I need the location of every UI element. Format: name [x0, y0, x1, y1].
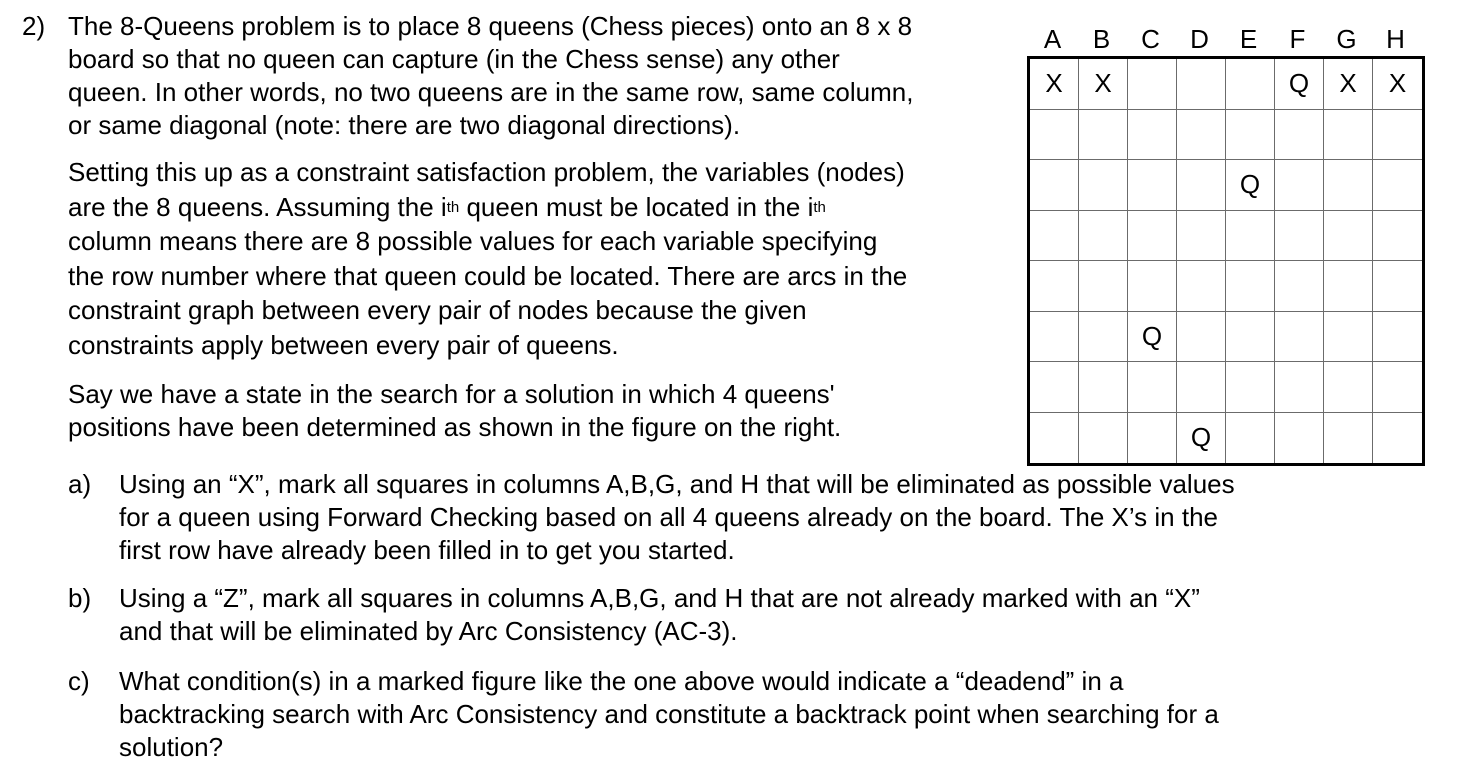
- board-cell-f6: [1275, 312, 1324, 363]
- board-cell-c2: [1128, 110, 1177, 161]
- board-cell-a7: [1030, 362, 1079, 413]
- superscript-th: th: [446, 198, 460, 216]
- question-number: 2): [22, 11, 46, 41]
- board-cell-f1: Q: [1275, 59, 1324, 110]
- board-cell-h7: [1373, 362, 1422, 413]
- board-cell-b8: [1079, 413, 1128, 464]
- sub-question-line: and that will be eliminated by Arc Consistency (AC-3).: [119, 616, 738, 646]
- board-cell-b6: [1079, 312, 1128, 363]
- board-cell-g7: [1324, 362, 1373, 413]
- board-cell-a3: [1030, 160, 1079, 211]
- board-cell-f2: [1275, 110, 1324, 161]
- column-label: E: [1239, 24, 1258, 54]
- csp-text: queen must be located in the i: [459, 191, 814, 222]
- board-cell-h8: [1373, 413, 1422, 464]
- board-cell-h2: [1373, 110, 1422, 161]
- sub-question-label: b): [68, 583, 92, 613]
- board-cell-g5: [1324, 261, 1373, 312]
- column-label: C: [1141, 24, 1160, 54]
- sub-question-label: a): [68, 469, 92, 499]
- sub-question-line: What condition(s) in a marked figure like the one above would indicate a “deadend” in a: [119, 666, 1124, 696]
- board-cell-c6: Q: [1128, 312, 1177, 363]
- sub-question-label: c): [68, 666, 90, 696]
- board-cell-f7: [1275, 362, 1324, 413]
- state-line: Say we have a state in the search for a solution in which 4 queens': [68, 379, 835, 409]
- board-cell-d1: [1177, 59, 1226, 110]
- board-cell-e8: [1226, 413, 1275, 464]
- csp-line-with-superscripts: [68, 190, 907, 225]
- board-cell-c3: [1128, 160, 1177, 211]
- board-cell-c4: [1128, 211, 1177, 262]
- board-cell-h6: [1373, 312, 1422, 363]
- sub-question-line: Using an “X”, mark all squares in columns A,B,G, and H that will be eliminated as possible values: [119, 469, 1235, 499]
- board-cell-f8: [1275, 413, 1324, 464]
- board-cell-e4: [1226, 211, 1275, 262]
- board-cell-h5: [1373, 261, 1422, 312]
- board-cell-d2: [1177, 110, 1226, 161]
- board-cell-g6: [1324, 312, 1373, 363]
- board-cell-g8: [1324, 413, 1373, 464]
- board-cell-a4: [1030, 211, 1079, 262]
- csp-line: constraint graph between every pair of nodes because the given: [68, 295, 807, 325]
- board-cell-d4: [1177, 211, 1226, 262]
- board-cell-d6: [1177, 312, 1226, 363]
- csp-setup-paragraph: [68, 155, 907, 362]
- board-cell-e1: [1226, 59, 1275, 110]
- csp-line: constraints apply between every pair of queens.: [68, 329, 619, 360]
- board-cell-d3: [1177, 160, 1226, 211]
- board-column-labels: [1028, 22, 1420, 56]
- board-cell-h1: X: [1373, 59, 1422, 110]
- sub-question-line: for a queen using Forward Checking based on all 4 queens already on the board. The X’s in the: [119, 502, 1218, 532]
- column-label: A: [1043, 24, 1062, 54]
- column-label: H: [1386, 24, 1405, 54]
- board-cell-g1: X: [1324, 59, 1373, 110]
- board-cell-f5: [1275, 261, 1324, 312]
- csp-text: are the 8 queens. Assuming the i: [68, 191, 447, 222]
- board-cell-e5: [1226, 261, 1275, 312]
- board-cell-c8: [1128, 413, 1177, 464]
- board-cell-b1: X: [1079, 59, 1128, 110]
- superscript-th: th: [813, 198, 826, 216]
- chess-board: [1027, 56, 1425, 466]
- board-cell-b4: [1079, 211, 1128, 262]
- intro-line: board so that no queen can capture (in the Chess sense) any other: [68, 44, 840, 74]
- board-cell-e2: [1226, 110, 1275, 161]
- board-cell-b7: [1079, 362, 1128, 413]
- board-cell-c1: [1128, 59, 1177, 110]
- intro-line: queen. In other words, no two queens are in the same row, same column,: [68, 77, 914, 107]
- board-cell-h4: [1373, 211, 1422, 262]
- board-cell-b3: [1079, 160, 1128, 211]
- board-cell-c5: [1128, 261, 1177, 312]
- board-cell-g3: [1324, 160, 1373, 211]
- board-cell-g4: [1324, 211, 1373, 262]
- sub-question-line: first row have already been filled in to get you started.: [119, 535, 735, 565]
- board-cell-e7: [1226, 362, 1275, 413]
- board-cell-b2: [1079, 110, 1128, 161]
- column-label: F: [1289, 24, 1306, 54]
- board-cell-b5: [1079, 261, 1128, 312]
- sub-question-line: solution?: [119, 732, 224, 762]
- state-line: positions have been determined as shown in the figure on the right.: [68, 412, 842, 442]
- sub-question-line: Using a “Z”, mark all squares in columns A,B,G, and H that are not already marked with an “X”: [119, 583, 1200, 613]
- board-cell-d8: Q: [1177, 413, 1226, 464]
- board-cell-a2: [1030, 110, 1079, 161]
- board-cell-a8: [1030, 413, 1079, 464]
- board-cell-h3: [1373, 160, 1422, 211]
- problem-intro-paragraph: [68, 10, 913, 142]
- column-label: D: [1190, 24, 1209, 54]
- board-cell-e3: Q: [1226, 160, 1275, 211]
- csp-line: the row number where that queen could be located. There are arcs in the: [68, 260, 908, 291]
- intro-line: or same diagonal (note: there are two diagonal directions).: [68, 110, 741, 140]
- board-cell-a5: [1030, 261, 1079, 312]
- board-cell-e6: [1226, 312, 1275, 363]
- board-cell-a6: [1030, 312, 1079, 363]
- board-cell-a1: X: [1030, 59, 1079, 110]
- board-cell-d7: [1177, 362, 1226, 413]
- board-cell-c7: [1128, 362, 1177, 413]
- intro-line: The 8-Queens problem is to place 8 queens (Chess pieces) onto an 8 x 8: [68, 11, 913, 41]
- column-label: B: [1092, 24, 1111, 54]
- state-paragraph: [68, 378, 841, 444]
- board-cell-g2: [1324, 110, 1373, 161]
- csp-line: column means there are 8 possible values for each variable specifying: [68, 226, 878, 256]
- sub-question-line: backtracking search with Arc Consistency and constitute a backtrack point when searching for a: [119, 699, 1219, 729]
- csp-line: Setting this up as a constraint satisfaction problem, the variables (nodes): [68, 157, 905, 187]
- column-label: G: [1336, 24, 1357, 54]
- board-cell-f4: [1275, 211, 1324, 262]
- board-cell-d5: [1177, 261, 1226, 312]
- board-cell-f3: [1275, 160, 1324, 211]
